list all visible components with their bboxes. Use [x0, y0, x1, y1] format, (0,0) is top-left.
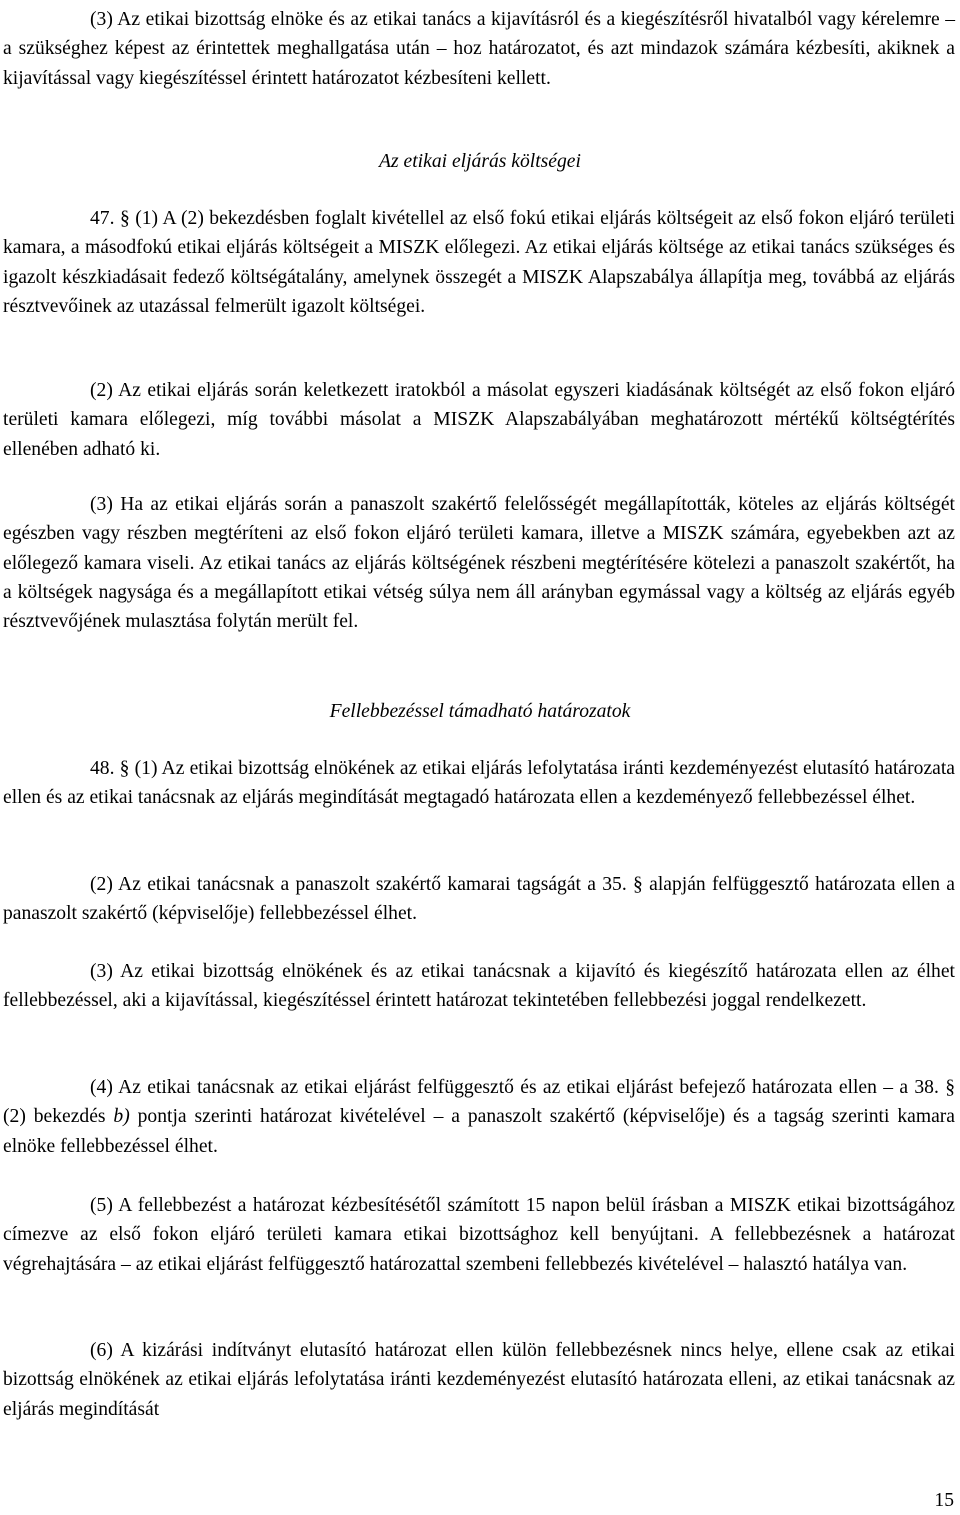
paragraph-47-3: (3) Ha az etikai eljárás során a panaszolt szakértő felelősségét megállapították, köteles az eljárás költségét egészben vagy részben megtéríteni az első fokon eljáró területi kamara, illetve a MISZK számára, egyebekben azt az előlegező kamara viseli. Az etikai tanács az eljárás költségének részbeni megtérítésére kötelezi a panaszolt szakértőt, ha a költségek nagysága és a megállapított etikai vétség súlya nem áll arányban egymással vagy a költség az eljárás egyéb résztvevőjének mulasztása folytán merült fel.	[3, 494, 955, 633]
paragraph-revision-decision: (3) Az etikai bizottság elnöke és az etikai tanács a kijavításról és a kiegészítésről hivatalból vagy kérelemre – a szükséghez képest az érintettek meghallgatása után – hoz határozatot, és azt mindazok számára kézbesíti, akiknek a kijavítással vagy kiegészítéssel érintett határozatot kézbesíteni kellett.	[3, 9, 955, 89]
paragraph-48-4	[3, 1073, 955, 1161]
section-heading-costs: Az etikai eljárás költségei	[379, 151, 581, 172]
paragraph-47-1: 47. § (1) A (2) bekezdésben foglalt kivétellel az első fokú etikai eljárás költségeit az első fokon eljáró területi kamara, a másodfokú etikai eljárás költségeit a MISZK előlegezi. Az etikai eljárás költsége az etikai tanács szükséges és igazolt készkiadásait fedező költségátalány, amelynek összegét a MISZK Alapszabálya állapítja meg, továbbá az eljárás résztvevőinek az utazással felmerült igazolt költségei.	[3, 208, 955, 317]
page-number: 15	[934, 1490, 954, 1511]
section-heading-appealable-decisions: Fellebbezéssel támadható határozatok	[329, 701, 631, 722]
paragraph-48-3: (3) Az etikai bizottság elnökének és az etikai tanácsnak a kijavító és kiegészítő határozata ellen az élhet fellebbezéssel, aki a kijavítással, kiegészítéssel érintett határozat tekintetében fellebbezési joggal rendelkezett.	[3, 961, 955, 1012]
paragraph-48-1: 48. § (1) Az etikai bizottság elnökének az etikai eljárás lefolytatása iránti kezdeményezést elutasító határozata ellen és az etikai tanácsnak az eljárás megindítását megtagadó határozata ellen a kezdeményező fellebbezéssel élhet.	[3, 758, 955, 809]
paragraph-47-2: (2) Az etikai eljárás során keletkezett iratokból a másolat egyszeri kiadásának költségét az első fokon eljáró területi kamara előlegezi, míg további másolat a MISZK Alapszabályában meghatározott mértékű költségtérítés ellenében adható ki.	[3, 380, 955, 460]
paragraph-48-4-text-before: (4) Az etikai tanácsnak az etikai eljárást felfüggesztő és az etikai eljárást befejező határozata ellen – a 38. § (2) bekezdés	[3, 1077, 955, 1128]
paragraph-48-4-point-b: b)	[113, 1106, 130, 1128]
paragraph-48-6: (6) A kizárási indítványt elutasító határozat ellen külön fellebbezésnek nincs helye, ellene csak az etikai bizottság elnökének az etikai eljárás lefolytatása iránti kezdeményezést elutasító határozata elleni, az etikai tanácsnak az eljárás megindítását	[3, 1340, 955, 1420]
paragraph-48-4-text-after: pontja szerinti határozat kivételével – a panaszolt szakértő (képviselője) és a tagság szerinti kamara elnöke fellebbezéssel élhet.	[3, 1106, 955, 1157]
paragraph-48-5: (5) A fellebbezést a határozat kézbesítésétől számított 15 napon belül írásban a MISZK etikai bizottságához címezve az első fokon eljáró területi kamara etikai bizottsághoz kell benyújtani. A fellebbezésnek a határozat végrehajtására – az etikai eljárást felfüggesztő határozattal szembeni fellebbezés kivételével – halasztó hatálya van.	[3, 1195, 955, 1275]
paragraph-48-2: (2) Az etikai tanácsnak a panaszolt szakértő kamarai tagságát a 35. § alapján felfüggesztő határozata ellen a panaszolt szakértő (képviselője) fellebbezéssel élhet.	[3, 874, 955, 925]
